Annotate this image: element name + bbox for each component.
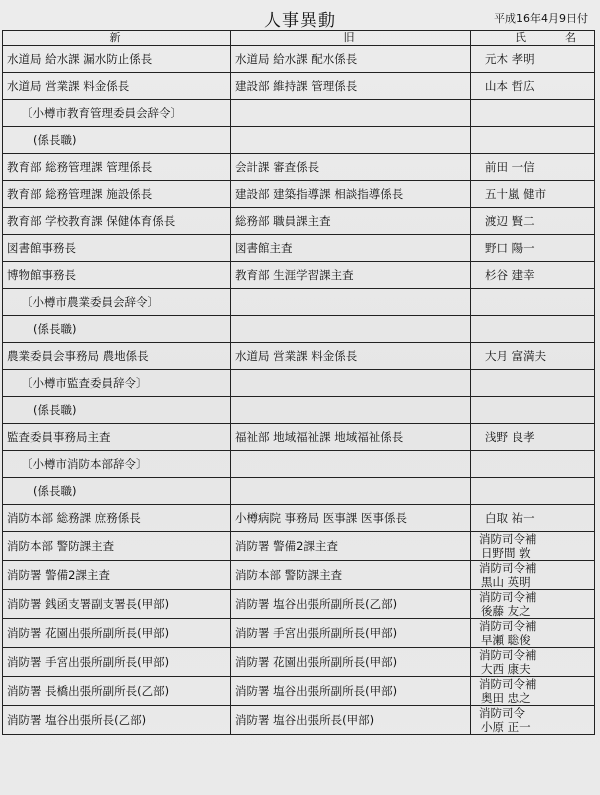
person-name: 奥田 忠之 [481, 691, 531, 705]
cell-old-position: 消防本部 警防課主査 [231, 561, 471, 590]
cell-new-position: 消防署 長橋出張所副所長(乙部) [3, 677, 231, 706]
rank-label: 消防司令補 [479, 532, 537, 546]
cell-new-position: 教育部 学校教育課 保健体育係長 [3, 208, 231, 235]
table-header-row [3, 31, 595, 46]
cell-old-position: 会計課 審査係長 [231, 154, 471, 181]
cell-old-position [231, 478, 471, 505]
cell-new-position: 消防本部 警防課主査 [3, 532, 231, 561]
cell-old-position: 図書館主査 [231, 235, 471, 262]
cell-old-position: 総務部 職員課主査 [231, 208, 471, 235]
cell-new-position: 消防署 塩谷出張所長(乙部) [3, 706, 231, 735]
cell-new-position: 水道局 給水課 漏水防止係長 [3, 46, 231, 73]
cell-old-position: 消防署 塩谷出張所副所長(甲部) [231, 677, 471, 706]
cell-name [471, 478, 595, 505]
column-header-new: 新 [3, 31, 231, 46]
cell-new-position: 図書館事務長 [3, 235, 231, 262]
cell-new-position: 消防署 警備2課主査 [3, 561, 231, 590]
column-header-name-b: 名 [565, 31, 579, 44]
table-row [3, 46, 595, 73]
cell-name [471, 370, 595, 397]
table-row [3, 127, 595, 154]
table-row [3, 397, 595, 424]
cell-new-position: 消防署 花園出張所副所長(甲部) [3, 619, 231, 648]
cell-name [471, 154, 595, 181]
cell-name [471, 46, 595, 73]
column-header-name-a: 氏 [515, 31, 529, 44]
table-row [3, 343, 595, 370]
cell-old-position [231, 127, 471, 154]
cell-old-position: 消防署 塩谷出張所長(甲部) [231, 706, 471, 735]
cell-name [471, 289, 595, 316]
cell-new-position: 監査委員事務局主査 [3, 424, 231, 451]
personnel-change-table [2, 30, 595, 735]
cell-name [471, 262, 595, 289]
table-row [3, 235, 595, 262]
rank-label: 消防司令補 [479, 677, 537, 691]
cell-name [471, 343, 595, 370]
cell-old-position: 建設部 建築指導課 相談指導係長 [231, 181, 471, 208]
person-name: 渡辺 賢二 [485, 214, 535, 228]
person-name: 日野間 敦 [481, 546, 531, 560]
cell-new-position: 〔小樽市教育管理委員会辞令〕 [3, 100, 231, 127]
cell-new-position: 農業委員会事務局 農地係長 [3, 343, 231, 370]
table-row [3, 73, 595, 100]
cell-name [471, 316, 595, 343]
rank-label: 消防司令補 [479, 561, 537, 575]
cell-old-position [231, 316, 471, 343]
cell-old-position: 福祉部 地域福祉課 地域福祉係長 [231, 424, 471, 451]
table-row [3, 316, 595, 343]
cell-name [471, 451, 595, 478]
person-name: 小原 正一 [481, 720, 531, 734]
cell-new-position: 教育部 総務管理課 施設係長 [3, 181, 231, 208]
cell-old-position [231, 451, 471, 478]
cell-name [471, 532, 595, 561]
column-header-name [471, 31, 595, 46]
cell-new-position: 〔小樽市監査委員辞令〕 [3, 370, 231, 397]
rank-label: 消防司令 [479, 706, 525, 720]
person-name: 野口 陽一 [485, 241, 535, 255]
person-name: 大月 富満夫 [485, 349, 547, 363]
cell-name [471, 590, 595, 619]
cell-new-position: (係長職) [3, 127, 231, 154]
table-row [3, 154, 595, 181]
cell-name [471, 561, 595, 590]
cell-name [471, 397, 595, 424]
cell-new-position: 〔小樽市消防本部辞令〕 [3, 451, 231, 478]
cell-old-position: 消防署 警備2課主査 [231, 532, 471, 561]
rank-label: 消防司令補 [479, 619, 537, 633]
person-name: 元木 孝明 [485, 52, 535, 66]
cell-new-position: 消防署 手宮出張所副所長(甲部) [3, 648, 231, 677]
cell-name [471, 648, 595, 677]
table-row [3, 706, 595, 735]
cell-new-position: 〔小樽市農業委員会辞令〕 [3, 289, 231, 316]
person-name: 大西 康夫 [481, 662, 531, 676]
table-row [3, 424, 595, 451]
cell-name [471, 619, 595, 648]
table-row [3, 648, 595, 677]
person-name: 白取 祐一 [485, 511, 535, 525]
cell-old-position: 水道局 営業課 料金係長 [231, 343, 471, 370]
cell-old-position: 教育部 生涯学習課主査 [231, 262, 471, 289]
table-row [3, 451, 595, 478]
announcement-date: 平成16年4月9日付 [494, 12, 588, 25]
cell-name [471, 181, 595, 208]
cell-old-position: 消防署 手宮出張所副所長(甲部) [231, 619, 471, 648]
cell-new-position: 消防署 銭函支署副支署長(甲部) [3, 590, 231, 619]
cell-new-position: (係長職) [3, 397, 231, 424]
cell-old-position: 水道局 給水課 配水係長 [231, 46, 471, 73]
cell-name [471, 100, 595, 127]
table-row [3, 478, 595, 505]
cell-name [471, 235, 595, 262]
table-row [3, 505, 595, 532]
cell-old-position [231, 370, 471, 397]
cell-old-position [231, 397, 471, 424]
cell-old-position: 消防署 花園出張所副所長(甲部) [231, 648, 471, 677]
column-header-old: 旧 [231, 31, 471, 46]
rank-label: 消防司令補 [479, 590, 537, 604]
cell-name [471, 127, 595, 154]
cell-name [471, 424, 595, 451]
cell-name [471, 73, 595, 100]
table-row [3, 590, 595, 619]
person-name: 早瀬 聡俊 [481, 633, 531, 647]
person-name: 黒山 英明 [481, 575, 531, 589]
cell-new-position: (係長職) [3, 316, 231, 343]
cell-new-position: (係長職) [3, 478, 231, 505]
rank-label: 消防司令補 [479, 648, 537, 662]
person-name: 山本 哲広 [485, 79, 535, 93]
table-row [3, 289, 595, 316]
person-name: 五十嵐 健市 [485, 187, 547, 201]
cell-old-position: 小樽病院 事務局 医事課 医事係長 [231, 505, 471, 532]
table-row [3, 619, 595, 648]
table-row [3, 532, 595, 561]
table-row [3, 208, 595, 235]
cell-old-position: 消防署 塩谷出張所副所長(乙部) [231, 590, 471, 619]
cell-old-position: 建設部 維持課 管理係長 [231, 73, 471, 100]
person-name: 後藤 友之 [481, 604, 531, 618]
cell-old-position [231, 289, 471, 316]
table-row [3, 262, 595, 289]
table-row [3, 181, 595, 208]
cell-new-position: 消防本部 総務課 庶務係長 [3, 505, 231, 532]
cell-old-position [231, 100, 471, 127]
cell-new-position: 博物館事務長 [3, 262, 231, 289]
person-name: 浅野 良孝 [485, 430, 535, 444]
table-row [3, 100, 595, 127]
cell-new-position: 水道局 営業課 料金係長 [3, 73, 231, 100]
cell-name [471, 208, 595, 235]
cell-name [471, 677, 595, 706]
table-row [3, 370, 595, 397]
table-row [3, 561, 595, 590]
cell-name [471, 706, 595, 735]
cell-new-position: 教育部 総務管理課 管理係長 [3, 154, 231, 181]
person-name: 前田 一信 [485, 160, 535, 174]
table-row [3, 677, 595, 706]
person-name: 杉谷 建幸 [485, 268, 535, 282]
cell-name [471, 505, 595, 532]
page-title: 人事異動 [264, 11, 336, 31]
